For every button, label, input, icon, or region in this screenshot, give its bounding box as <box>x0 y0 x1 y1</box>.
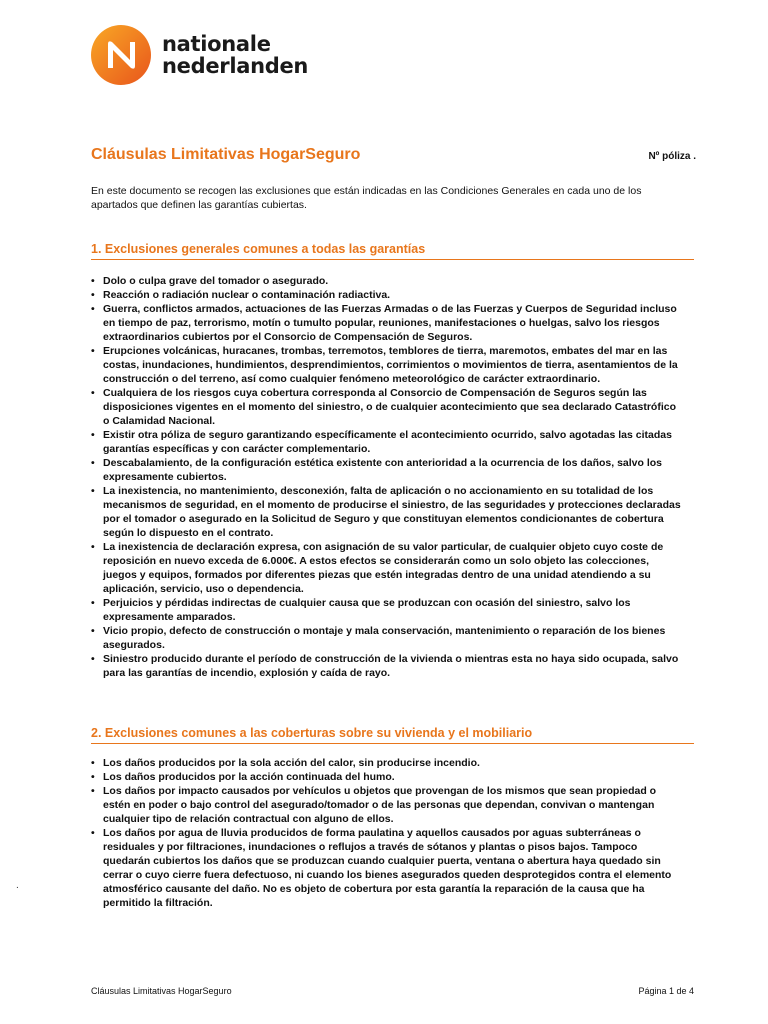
stray-mark: . <box>16 880 19 891</box>
list-item: • Los daños por agua de lluvia producidos de forma paulatina y aquellos causados por aguas subterráneas o residuales y por filtraciones, inundaciones o reflujos a través de sótanos y plantas o pisos bajos. Tampoco quedarán cubiertos los daños que se produzcan cuando cualquier puerta, ventana o abertura haya quedado sin cerrar o cuyo cierre fuera defectuoso, ni cuando los bienes asegurados queden desprotegidos contra el elemento atmosférico causante del daño. No es objeto de cobertura por esta garantía la reparación de la causa que ha permitido la filtración. <box>91 826 681 910</box>
list-item: • Los daños producidos por la sola acción del calor, sin producirse incendio. <box>91 756 681 770</box>
logo-wordmark <box>162 33 308 77</box>
list-item: • Vicio propio, defecto de construcción o montaje y mala conservación, mantenimiento o reparación de los bienes asegurados. <box>91 624 681 652</box>
list-item: • Dolo o culpa grave del tomador o asegurado. <box>91 274 681 288</box>
list-item: • Siniestro producido durante el período de construcción de la vivienda o mientras esta no haya sido ocupada, salvo para las garantías de incendio, explosión y caída de rayo. <box>91 652 681 680</box>
list-item: • Guerra, conflictos armados, actuaciones de las Fuerzas Armadas o de las Fuerzas y Cuerpos de Seguridad incluso en tiempo de paz, terrorismo, motín o tumulto popular, reuniones, manifestaciones o huelgas, salvo los riesgos extraordinarios cubiertos por el Consorcio de Compensación de Seguros. <box>91 302 681 344</box>
list-item: • Los daños producidos por la acción continuada del humo. <box>91 770 681 784</box>
document-title: Cláusulas Limitativas HogarSeguro <box>91 146 361 163</box>
list-item: • Cualquiera de los riesgos cuya cobertura corresponda al Consorcio de Compensación de Seguros según las disposiciones vigentes en el momento del siniestro, o de cualquier acontecimiento que sea declarado Catastrófico o Calamidad Nacional. <box>91 386 681 428</box>
home-exclusions-list <box>91 756 681 910</box>
intro-paragraph: En este documento se recogen las exclusiones que están indicadas en las Condiciones Generales en cada uno de los apartados que definen las garantías cubiertas. <box>91 185 642 211</box>
list-item: • Existir otra póliza de seguro garantizando específicamente el acontecimiento ocurrido, salvo agotadas las citadas garantías específicas y con carácter complementario. <box>91 428 681 456</box>
list-item: • La inexistencia de declaración expresa, con asignación de su valor particular, de cualquier objeto cuyo coste de reposición en nuevo exceda de 6.000€. A estos efectos se considerarán como un solo objeto las colecciones, juegos y equipos, formados por diferentes piezas que estén integradas dentro de una unidad atendiendo a su aplicación, servicio, uso o dependencia. <box>91 540 681 596</box>
nn-logo-icon <box>90 24 152 86</box>
list-item: • Descabalamiento, de la configuración estética existente con anterioridad a la ocurrencia de los daños, salvo los expresamente cubiertos. <box>91 456 681 484</box>
logo-line-1: nationale <box>162 32 271 56</box>
list-item: • Reacción o radiación nuclear o contaminación radiactiva. <box>91 288 681 302</box>
logo-line-2: nederlanden <box>162 54 309 78</box>
policy-number-label: Nº póliza . <box>648 151 696 162</box>
general-exclusions-list <box>91 274 681 680</box>
footer-document-name: Cláusulas Limitativas HogarSeguro <box>91 986 232 996</box>
company-logo <box>90 24 308 86</box>
footer-page-number: Página 1 de 4 <box>638 986 694 996</box>
section-heading-general-exclusions: 1. Exclusiones generales comunes a todas las garantías <box>91 242 694 260</box>
list-item: • Perjuicios y pérdidas indirectas de cualquier causa que se produzcan con ocasión del siniestro, salvo los expresamente amparados. <box>91 596 681 624</box>
title-row <box>91 146 694 164</box>
list-item: • Los daños por impacto causados por vehículos u objetos que provengan de los mismos que sean propiedad o estén en poder o bajo control del asegurado/tomador o de las personas que dependan, convivan o mantengan cualquier tipo de relación contractual con alguno de ellos. <box>91 784 681 826</box>
list-item: • Erupciones volcánicas, huracanes, trombas, terremotos, temblores de tierra, maremotos, embates del mar en las costas, inundaciones, hundimientos, desprendimientos, corrimientos o movimientos de tierra, asentamientos de la construcción o del terreno, así como cualquier fenómeno meteorológico de carácter extraordinario. <box>91 344 681 386</box>
list-item: • La inexistencia, no mantenimiento, desconexión, falta de aplicación o no accionamiento en su totalidad de los mecanismos de seguridad, en el momento de producirse el siniestro, de las seguridades y protecciones declaradas por el tomador o asegurado en la Solicitud de Seguro y que constituyan elementos condicionantes de cobertura según lo dispuesto en el contrato. <box>91 484 681 540</box>
section-heading-home-exclusions: 2. Exclusiones comunes a las coberturas sobre su vivienda y el mobiliario <box>91 726 694 744</box>
